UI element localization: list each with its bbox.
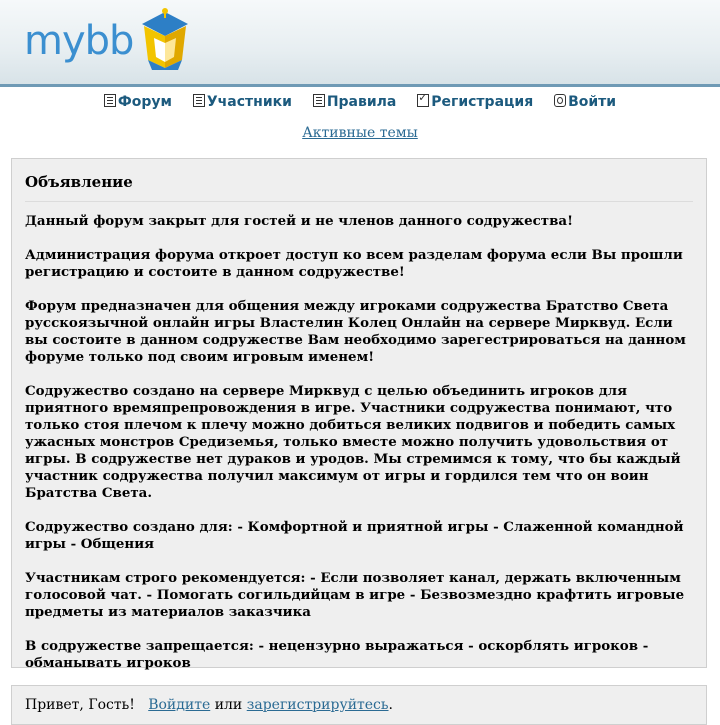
logo-text: mybb bbox=[24, 18, 134, 64]
divider bbox=[25, 201, 693, 202]
login-link[interactable]: Войдите bbox=[148, 697, 211, 713]
announcement-paragraph: Содружество создано на сервере Мирквуд с целью объединить игроков для приятного времяпрепровождения в игре. Участники содружества понимают, что только стоя плечом к плечу можно добиться великих подвигов и победить самых ужасных монстров Средиземья, только вместе можно получить удовольствия от игры. В содружестве нет дураков и уродов. Мы стремимся к тому, что бы каждый участник содружества получил максимум от игры и гордился тем что он воин Братства Света. bbox=[25, 383, 681, 501]
nav-register[interactable]: ✓ Регистрация bbox=[417, 94, 533, 110]
nav-login[interactable]: Войти bbox=[554, 94, 616, 110]
power-icon bbox=[554, 94, 566, 107]
guest-welcome-panel bbox=[11, 685, 707, 725]
list-icon bbox=[104, 94, 116, 107]
period: . bbox=[388, 697, 393, 713]
announcement-paragraph: Администрация форума откроет доступ ко всем разделам форума если Вы прошли регистрацию и состоите в данном содружестве! bbox=[25, 247, 683, 280]
announcement-body bbox=[25, 213, 697, 689]
lantern-icon bbox=[134, 6, 196, 76]
nav-forum[interactable]: Форум bbox=[104, 94, 172, 110]
checkbox-icon bbox=[417, 94, 429, 107]
mybb-logo[interactable] bbox=[22, 6, 192, 76]
announcement-title: Объявление bbox=[25, 173, 133, 191]
announcement-paragraph: Данный форум закрыт для гостей и не членов данного содружества! bbox=[25, 213, 573, 229]
nav-members[interactable]: Участники bbox=[193, 94, 292, 110]
greeting: Привет, Гость! bbox=[25, 697, 135, 713]
active-topics-row bbox=[0, 125, 720, 141]
or-text: или bbox=[214, 697, 243, 713]
register-link[interactable]: зарегистрируйтесь bbox=[246, 697, 389, 713]
list-icon bbox=[313, 94, 325, 107]
announcement-paragraph: Содружество создано для: - Комфортной и приятной игры - Слаженной командной игры - Общения bbox=[25, 519, 684, 552]
welcome-text bbox=[25, 697, 393, 713]
forum-header bbox=[0, 0, 720, 87]
main-navigation bbox=[0, 94, 720, 116]
nav-rules[interactable]: Правила bbox=[313, 94, 397, 110]
active-topics-link[interactable]: Активные темы bbox=[302, 125, 418, 141]
announcement-paragraph: Участникам строго рекомендуется: - Если позволяет канал, держать включенным голосовой чат. - Помогать согильдийцам в игре - Безвозмездно крафтить игровые предметы из материалов заказчика bbox=[25, 570, 685, 620]
announcement-paragraph: В содружестве запрещается: - нецензурно выражаться - оскорблять игроков - обманывать игроков bbox=[25, 638, 649, 671]
announcement-panel bbox=[11, 158, 707, 671]
announcement-paragraph: Форум предназначен для общения между игроками содружества Братство Света русскоязычной онлайн игры Властелин Колец Онлайн на сервере Мирквуд. Если вы состоите в данном содружестве Вам необходимо зарегестрироваться на данном форуме только под своим игровым именем! bbox=[25, 298, 686, 365]
list-icon bbox=[193, 94, 205, 107]
